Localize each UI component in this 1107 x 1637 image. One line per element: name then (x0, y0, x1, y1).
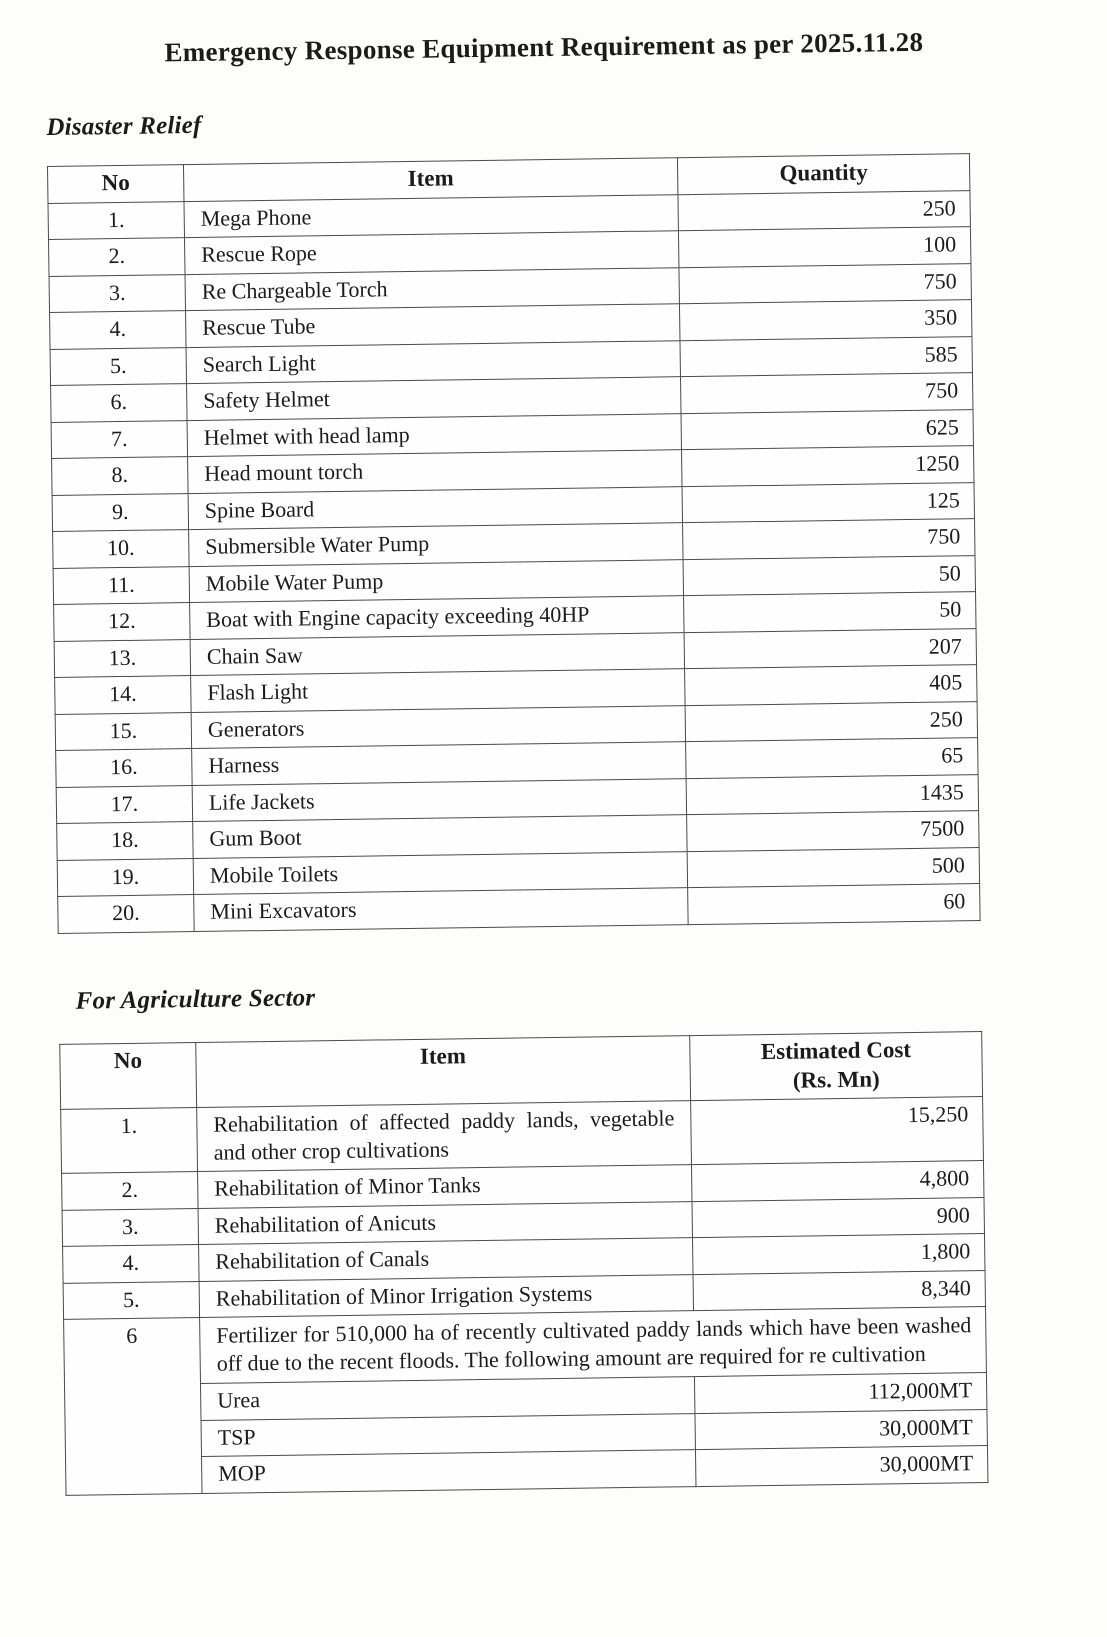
row-item: Chain Saw (190, 632, 684, 675)
row-quantity: 750 (680, 373, 972, 414)
row-cost: 900 (692, 1197, 984, 1238)
row-no: 1. (48, 201, 184, 239)
row-item: Mobile Water Pump (189, 559, 683, 602)
row-no: 7. (51, 420, 187, 458)
row-item: Generators (191, 705, 685, 748)
row-item: Boat with Engine capacity exceeding 40HP (190, 596, 684, 639)
column-header-estimated-cost (690, 1031, 983, 1101)
row-item: Helmet with head lamp (187, 413, 681, 456)
row-item: Head mount torch (188, 450, 682, 493)
row-cost: 112,000MT (694, 1373, 986, 1414)
row-item: MOP (202, 1450, 696, 1493)
row-quantity: 7500 (687, 811, 979, 852)
row-quantity: 405 (685, 665, 977, 706)
row-quantity: 207 (684, 628, 976, 669)
row-no: 16. (56, 749, 192, 787)
row-item: Search Light (186, 340, 680, 383)
section-heading-agriculture: For Agriculture Sector (75, 984, 316, 1015)
row-item: Submersible Water Pump (189, 523, 683, 566)
row-no: 1. (61, 1108, 198, 1174)
column-header-no: No (47, 165, 183, 204)
column-header-no: No (60, 1042, 197, 1109)
row-cost: 30,000MT (695, 1409, 987, 1450)
row-no: 2. (49, 238, 185, 276)
row-quantity: 250 (678, 190, 970, 231)
row-no: 8. (52, 457, 188, 495)
row-quantity: 500 (687, 847, 979, 888)
row-quantity: 100 (678, 227, 970, 268)
row-no: 5. (50, 347, 186, 385)
row-item: Spine Board (188, 486, 682, 529)
fertilizer-description: Fertilizer for 510,000 ha of recently cultivated paddy lands which have been washed off due to the recent floods. The following amount are required for re cultivation (200, 1307, 987, 1384)
row-no: 2. (62, 1172, 198, 1210)
row-quantity: 625 (681, 409, 973, 450)
section-heading-disaster-relief: Disaster Relief (46, 111, 202, 142)
row-quantity: 125 (682, 482, 974, 523)
row-no: 17. (56, 785, 192, 823)
row-no: 12. (54, 603, 190, 641)
row-item: Gum Boot (193, 815, 687, 858)
row-no: 18. (57, 822, 193, 860)
cost-header-line1: Estimated Cost (760, 1036, 912, 1064)
row-item: TSP (201, 1413, 695, 1456)
row-item: Flash Light (191, 669, 685, 712)
row-quantity: 1250 (682, 446, 974, 487)
row-no: 3. (62, 1208, 198, 1246)
row-cost: 4,800 (691, 1161, 983, 1202)
cost-header-line2: (Rs. Mn) (792, 1065, 880, 1093)
row-item: Life Jackets (192, 778, 686, 821)
column-header-item: Item (196, 1035, 691, 1107)
row-item: Rehabilitation of Anicuts (198, 1201, 692, 1244)
row-item: Mega Phone (184, 194, 678, 237)
row-item: Re Chargeable Torch (185, 267, 679, 310)
row-no: 19. (57, 858, 193, 896)
row-quantity: 585 (680, 336, 972, 377)
row-quantity: 750 (679, 263, 971, 304)
row-no: 11. (53, 566, 189, 604)
row-cost: 1,800 (693, 1234, 985, 1275)
row-cost: 8,340 (693, 1270, 985, 1311)
row-no: 4. (50, 311, 186, 349)
row-quantity: 50 (683, 555, 975, 596)
row-no: 9. (52, 493, 188, 531)
disaster-relief-table (47, 153, 981, 934)
row-quantity: 1435 (686, 774, 978, 815)
row-item: Harness (192, 742, 686, 785)
row-no: 4. (63, 1245, 199, 1283)
row-no: 3. (49, 274, 185, 312)
column-header-item: Item (183, 158, 677, 202)
row-cost: 15,250 (691, 1097, 984, 1165)
document-title: Emergency Response Equipment Requirement as per 2025.11.28 (164, 26, 924, 68)
row-quantity: 60 (688, 884, 980, 925)
row-item: Mobile Toilets (193, 851, 687, 894)
row-no: 10. (53, 530, 189, 568)
row-item: Rescue Tube (186, 304, 680, 347)
row-no: 20. (58, 895, 194, 933)
row-item: Rescue Rope (184, 231, 678, 274)
row-item: Urea (201, 1377, 695, 1420)
row-item: Rehabilitation of Minor Irrigation Systems (199, 1274, 693, 1317)
row-quantity: 750 (683, 519, 975, 560)
row-quantity: 50 (684, 592, 976, 633)
row-no: 14. (55, 676, 191, 714)
row-quantity: 250 (685, 701, 977, 742)
row-quantity: 65 (686, 738, 978, 779)
row-no: 13. (54, 639, 190, 677)
row-no: 15. (55, 712, 191, 750)
agriculture-table (59, 1031, 988, 1496)
column-header-quantity: Quantity (677, 154, 969, 195)
row-item: Rehabilitation of Minor Tanks (198, 1165, 692, 1208)
row-no: 6. (51, 384, 187, 422)
row-no: 5. (63, 1281, 199, 1319)
row-cost: 30,000MT (695, 1446, 987, 1487)
row-no: 6 (64, 1318, 202, 1495)
row-item: Rehabilitation of Canals (199, 1238, 693, 1281)
row-quantity: 350 (679, 300, 971, 341)
row-item: Rehabilitation of affected paddy lands, vegetable and other crop cultivations (197, 1101, 692, 1172)
row-item: Mini Excavators (194, 888, 688, 931)
row-item: Safety Helmet (187, 377, 681, 420)
